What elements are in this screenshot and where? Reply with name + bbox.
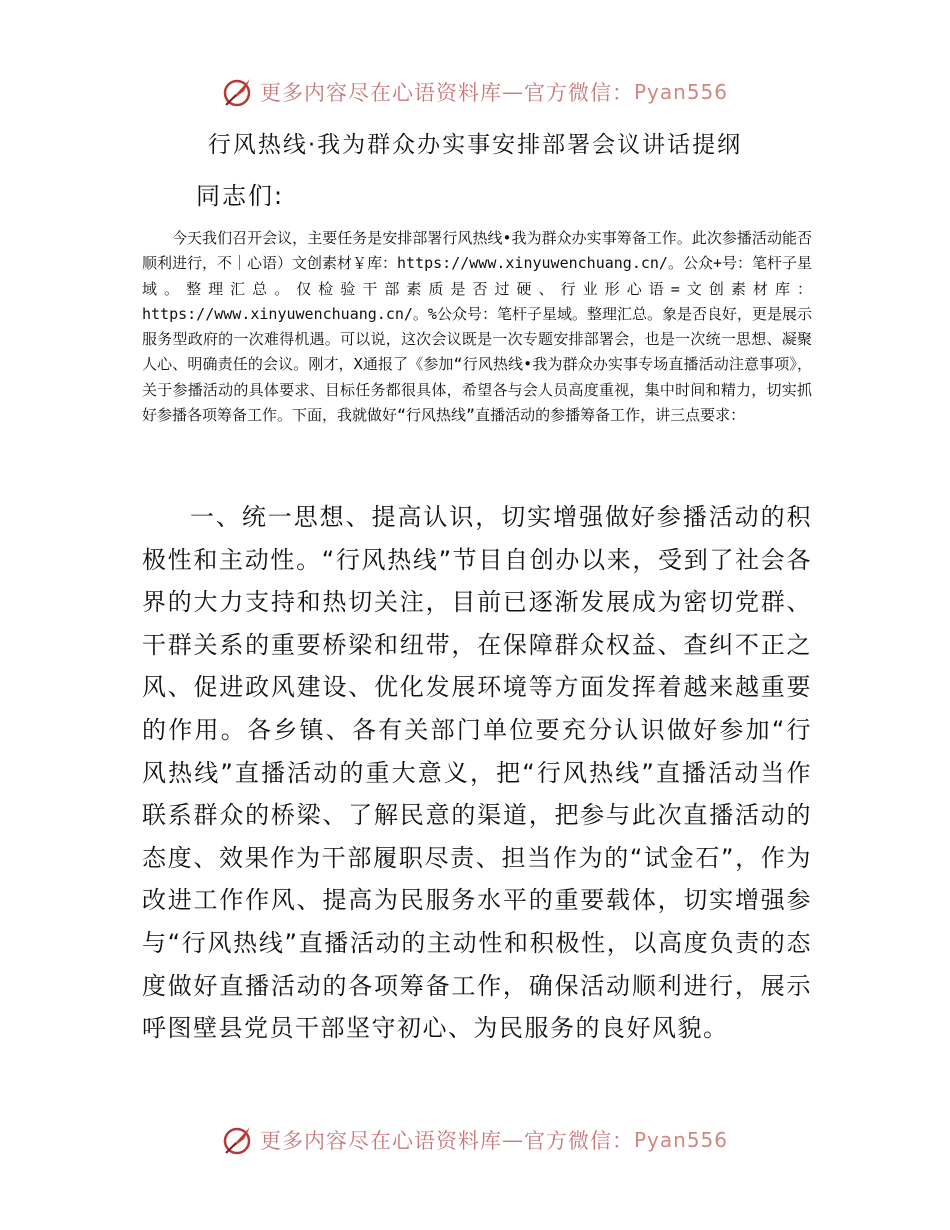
intro-paragraph: 今天我们召开会议，主要任务是安排部署行风热线•我为群众办实事筹备工作。此次参播活动能否顺利进行，不｜心语）文创素材￥库：https://www.xinyuwenchuang.cn/。公众+号：笔杆子星域。整理汇总。仅检验干部素质是否过硬、行业形心语=文创素材库：https://www.xinyuwenchuang.cn/。%公众号：笔杆子星域。整理汇总。象是否良好，更是展示服务型政府的一次难得机遇。可以说，这次会议既是一次专题安排部署会，也是一次统一思想、凝聚人心、明确责任的会议。刚才，X通报了《参加“行风热线•我为群众办实事专场直播活动注意事项》，关于参播活动的具体要求、目标任务都很具体，希望各与会人员高度重视，集中时间和精力，切实抓好参播各项筹备工作。下面，我就做好“行风热线”直播活动的参播筹备工作，讲三点要求：: [142, 229, 812, 425]
banner-official: 官方微信：: [523, 1129, 634, 1153]
document-title: 行风热线·我为群众办实事安排部署会议讲话提纲: [207, 132, 743, 158]
banner-wechat-id: Pyan556: [633, 1128, 728, 1152]
section-one-paragraph: 一、统一思想、提高认识，切实增强做好参播活动的积极性和主动性。“行风热线”节目自创办以来，受到了社会各界的大力支持和热切关注，目前已逐渐发展成为密切党群、干群关系的重要桥梁和纽带，在保障群众权益、查纠不正之风、促进政风建设、优化发展环境等方面发挥着越来越重要的作用。各乡镇、各有关部门单位要充分认识做好参加“行风热线”直播活动的重大意义，把“行风热线”直播活动当作联系群众的桥梁、了解民意的渠道，把参与此次直播活动的态度、效果作为干部履职尽责、担当作为的“试金石”，作为改进工作作风、提高为民服务水平的重要载体，切实增强参与“行风热线”直播活动的主动性和积极性，以高度负责的态度做好直播活动的各项筹备工作，确保活动顺利进行，展示呼图壁县党员干部坚守初心、为民服务的良好风貌。: [142, 503, 812, 1043]
salutation: 同志们:: [196, 182, 285, 210]
banner-official: 官方微信：: [523, 81, 634, 105]
feather-logo-icon: [222, 1123, 256, 1157]
feather-logo-icon: [222, 75, 256, 109]
banner-dash: —: [501, 1128, 524, 1152]
footer-banner: [0, 1120, 950, 1160]
header-banner: [0, 72, 950, 112]
banner-text: 更多内容尽在心语资料库: [259, 1129, 502, 1153]
banner-text: 更多内容尽在心语资料库: [259, 81, 502, 105]
banner-wechat-id: Pyan556: [633, 80, 728, 104]
banner-dash: —: [501, 80, 524, 104]
